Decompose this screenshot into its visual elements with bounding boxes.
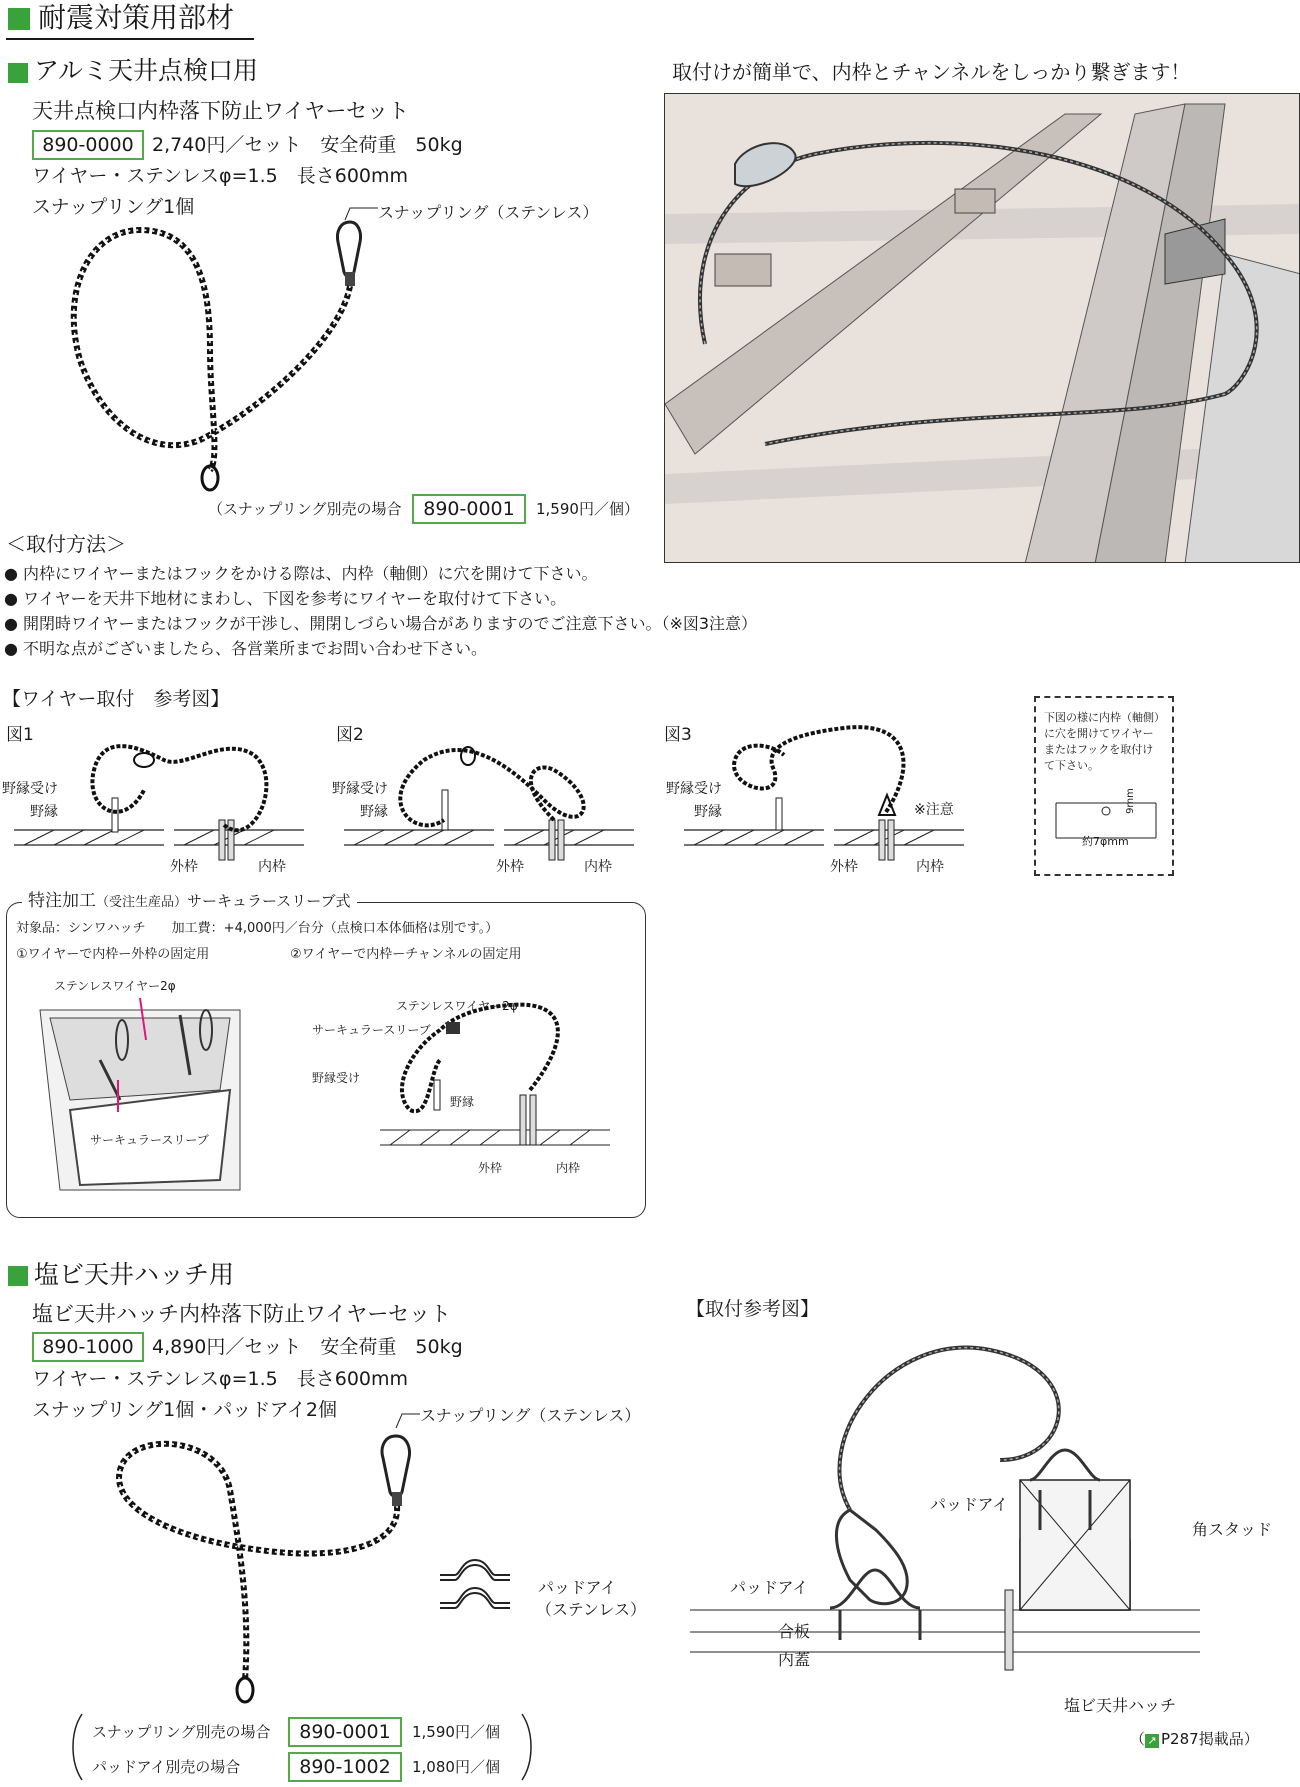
sec1-sep-price: 1,590円／個） bbox=[536, 500, 639, 518]
special-opt2: ②ワイヤーで内枠ーチャンネルの固定用 bbox=[290, 947, 522, 962]
sec2-padeye-left: パッドアイ bbox=[730, 1578, 809, 1597]
padeye-icons bbox=[440, 1555, 520, 1615]
title-rule bbox=[6, 38, 254, 40]
special-title: 特注加工（受注生産品）サーキュラースリーブ式 bbox=[22, 893, 357, 910]
special-wire-label-2: ステンレスワイヤー2φ bbox=[396, 999, 518, 1013]
special-uchiwaku: 内枠 bbox=[556, 1161, 581, 1175]
fig2-noen: 野縁 bbox=[360, 804, 388, 820]
sec2-heading: 塩ビ天井ハッチ用 bbox=[34, 1260, 235, 1289]
fig1-sotowaku: 外枠 bbox=[170, 859, 198, 875]
method-bullet-1: ● 内枠にワイヤーまたはフックをかける際は、内枠（軸側）に穴を開けて下さい。 bbox=[4, 564, 598, 583]
fig3-sotowaku: 外枠 bbox=[830, 859, 858, 875]
sec1-snap-label: スナップリング（ステンレス） bbox=[378, 203, 599, 222]
sec2-snap-label: スナップリング（ステンレス） bbox=[420, 1406, 641, 1425]
sec1-spec: ワイヤー・ステンレスφ=1.5 長さ600mm bbox=[32, 165, 409, 187]
sec2-square bbox=[8, 1266, 28, 1286]
sec2-sep1-price: 1,590円／個 bbox=[412, 1723, 500, 1741]
ref-heading: 【ワイヤー取付 参考図】 bbox=[2, 688, 230, 710]
special-leader-lines bbox=[0, 0, 1, 1]
note-line-3: またはフックを取付け bbox=[1044, 743, 1154, 756]
special-wire-label-1: ステンレスワイヤー2φ bbox=[54, 979, 176, 993]
sec1-sep-label: （スナップリング別売の場合 bbox=[208, 500, 402, 518]
sec2-padeye-top: パッドアイ bbox=[930, 1495, 1009, 1514]
sec2-sep1-label: スナップリング別売の場合 bbox=[92, 1723, 271, 1741]
page-title: 耐震対策用部材 bbox=[38, 1, 235, 34]
special-opt1: ①ワイヤーで内枠ー外枠の固定用 bbox=[16, 947, 210, 962]
note-line-2: に穴を開けてワイヤー bbox=[1044, 727, 1154, 740]
method-bullet-3: ● 開閉時ワイヤーまたはフックが干渉し、開閉しづらい場合がありますのでご注意下さい。（※図3注意） bbox=[4, 614, 758, 633]
special-hatch-illustration bbox=[30, 990, 250, 1200]
fig2-sotowaku: 外枠 bbox=[496, 859, 524, 875]
title-square bbox=[8, 8, 30, 30]
sec2-spec: ワイヤー・ステンレスφ=1.5 長さ600mm bbox=[32, 1368, 409, 1390]
fig3-diagram bbox=[674, 720, 974, 880]
sec1-product: 天井点検口内枠落下防止ワイヤーセット bbox=[32, 99, 409, 123]
fig3-noen-uke: 野縁受け bbox=[666, 781, 722, 797]
fig2-uchiwaku: 内枠 bbox=[584, 859, 612, 875]
external-link-icon: ↗ bbox=[1145, 1734, 1159, 1748]
fig2-noen-uke: 野縁受け bbox=[332, 781, 388, 797]
fig3-caution: ※注意 bbox=[914, 802, 954, 818]
sec2-page-ref: （ ↗ P287掲載品） bbox=[1130, 1730, 1259, 1748]
sec2-ref-heading: 【取付参考図】 bbox=[686, 1298, 820, 1320]
special-sotowaku: 外枠 bbox=[478, 1161, 503, 1175]
sec1-items: スナップリング1個 bbox=[32, 196, 195, 218]
sec2-padeye-label1: パッドアイ bbox=[538, 1578, 617, 1597]
note-dim-h: 9mm bbox=[1124, 788, 1136, 814]
sec1-code: 890-0000 bbox=[32, 130, 144, 160]
sec2-goban: 合板 bbox=[778, 1622, 811, 1641]
note-line-1: 下図の様に内枠（軸側） bbox=[1044, 711, 1165, 724]
sec2-sep2-price: 1,080円／個 bbox=[412, 1758, 500, 1776]
sec2-install-diagram bbox=[690, 1340, 1210, 1700]
sec1-price: 2,740円／セット 安全荷重 50kg bbox=[152, 134, 463, 156]
sec2-sep2-label: パッドアイ別売の場合 bbox=[92, 1758, 241, 1776]
wire-set-illustration-2 bbox=[100, 1410, 440, 1710]
photo-caption: 取付けが簡単で、内枠とチャンネルをしっかり繋ぎます！ bbox=[672, 60, 1191, 84]
special-noen-uke: 野縁受け bbox=[312, 1071, 361, 1085]
sec1-sep-code: 890-0001 bbox=[412, 494, 526, 524]
method-bullet-2: ● ワイヤーを天井下地材にまわし、下図を参考にワイヤーを取付けて下さい。 bbox=[4, 589, 567, 608]
special-noen: 野縁 bbox=[450, 1095, 475, 1109]
method-bullet-4: ● 不明な点がございましたら、各営業所までお問い合わせ下さい。 bbox=[4, 639, 488, 658]
fig3-uchiwaku: 内枠 bbox=[916, 859, 944, 875]
sec2-sep1-code: 890-0001 bbox=[288, 1717, 402, 1747]
sec1-heading: アルミ天井点検口用 bbox=[34, 56, 259, 85]
sec2-padeye-label2: （ステンレス） bbox=[536, 1600, 647, 1619]
sec2-price: 4,890円／セット 安全荷重 50kg bbox=[152, 1336, 463, 1358]
sec2-items: スナップリング1個・パッドアイ2個 bbox=[32, 1399, 337, 1421]
note-dim-d: 約7φmm bbox=[1082, 835, 1129, 848]
note-line-4: て下さい。 bbox=[1044, 759, 1099, 772]
sec2-product: 塩ビ天井ハッチ内枠落下防止ワイヤーセット bbox=[32, 1302, 451, 1326]
fig2-label: 図2 bbox=[336, 725, 364, 745]
install-photo bbox=[664, 93, 1300, 563]
fig1-noen: 野縁 bbox=[30, 804, 58, 820]
fig3-noen: 野縁 bbox=[694, 804, 722, 820]
fig3-label: 図3 bbox=[664, 725, 692, 745]
wire-set-illustration-1 bbox=[60, 200, 420, 490]
special-sleeve-label-1: サーキュラースリーブ bbox=[90, 1133, 209, 1147]
sec2-hatch: 塩ビ天井ハッチ bbox=[1064, 1696, 1177, 1715]
sec2-code: 890-1000 bbox=[32, 1332, 144, 1362]
special-sleeve-label-2: サーキュラースリーブ bbox=[312, 1023, 431, 1037]
fig1-uchiwaku: 内枠 bbox=[258, 859, 286, 875]
fig1-label: 図1 bbox=[6, 725, 34, 745]
method-heading: ＜取付方法＞ bbox=[6, 532, 126, 556]
sec2-stud: 角スタッド bbox=[1192, 1520, 1273, 1539]
fig1-noen-uke: 野縁受け bbox=[2, 781, 58, 797]
sec2-sep2-code: 890-1002 bbox=[288, 1752, 402, 1782]
hole-note-box bbox=[1034, 696, 1174, 876]
sec2-uchibuta: 内蓋 bbox=[778, 1650, 811, 1669]
special-target: 対象品：シンワハッチ 加工費：+4,000円／台分（点検口本体価格は別です。） bbox=[16, 921, 499, 936]
sec1-square bbox=[8, 63, 28, 83]
